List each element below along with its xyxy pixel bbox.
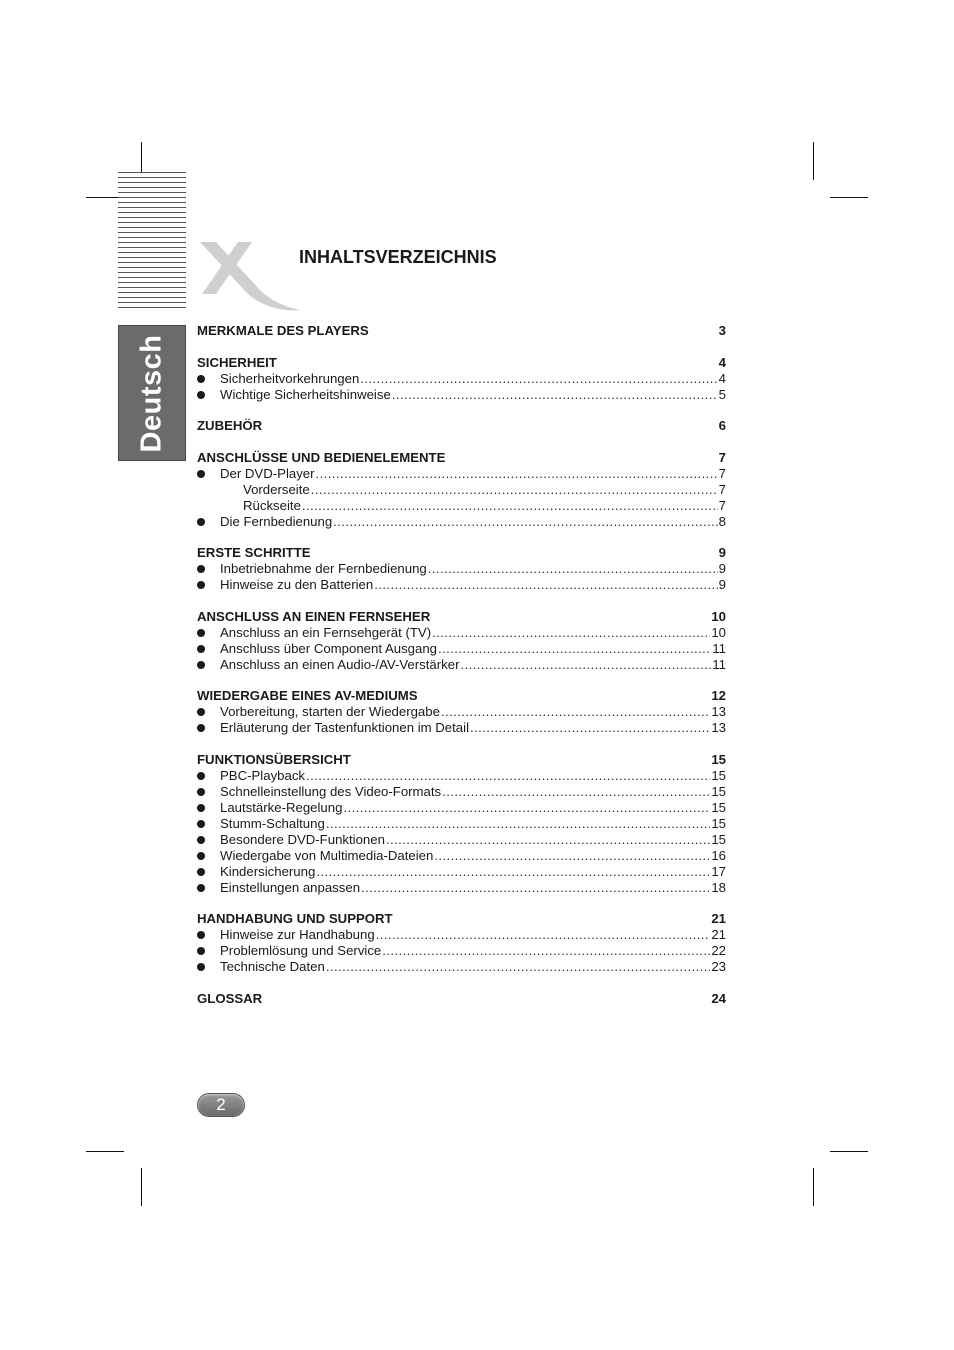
page-number-badge: 2 [198, 1094, 244, 1116]
toc-entry[interactable] [197, 657, 726, 673]
toc-entry[interactable] [197, 768, 726, 784]
toc-entry[interactable] [197, 466, 726, 482]
toc-section [197, 991, 726, 1007]
entry-title: Vorbereitung, starten der Wiedergabe [220, 704, 440, 719]
dot-leader [360, 371, 717, 387]
toc-section-heading[interactable] [197, 418, 726, 434]
bullet-icon [197, 391, 205, 399]
toc-entry[interactable] [197, 784, 726, 800]
entry-title: Der DVD-Player [220, 465, 315, 481]
entry-page: 15 [711, 767, 726, 783]
dot-leader [343, 800, 710, 816]
entry-page: 22 [711, 943, 726, 958]
crop-mark [830, 197, 868, 198]
entry-page: 7 [718, 481, 726, 497]
bullet-icon [197, 884, 205, 892]
entry-page: 5 [718, 386, 726, 402]
bullet-icon [197, 836, 205, 844]
entry-page: 13 [711, 704, 726, 719]
dot-leader [326, 816, 711, 832]
dot-leader [438, 641, 711, 657]
dot-leader [386, 832, 710, 848]
entry-page: 23 [711, 959, 726, 974]
toc-entry[interactable] [197, 371, 726, 387]
section-page: 10 [711, 608, 726, 624]
toc-entry[interactable] [197, 482, 726, 498]
entry-title: Anschluss an einen Audio-/AV-Verstärker [220, 656, 460, 672]
entry-title: Einstellungen anpassen [220, 879, 361, 895]
entry-page: 17 [711, 863, 726, 879]
entry-title: Kindersicherung [220, 863, 316, 879]
toc-section [197, 609, 726, 673]
dot-leader [311, 482, 718, 498]
bullet-icon [197, 724, 205, 732]
entry-page: 15 [711, 815, 726, 831]
bullet-icon [197, 645, 205, 653]
entry-title: Vorderseite [243, 481, 310, 497]
entry-title: PBC-Playback [220, 767, 306, 783]
bullet-icon [197, 772, 205, 780]
dot-leader [361, 880, 710, 896]
toc-section-heading[interactable] [197, 911, 726, 927]
bullet-icon [197, 820, 205, 828]
entry-page: 7 [718, 497, 726, 513]
crop-mark [830, 1151, 868, 1152]
entry-title: Technische Daten [220, 959, 325, 974]
entry-title: Hinweise zur Handhabung [220, 927, 375, 942]
dot-leader [442, 784, 710, 800]
entry-title: Problemlösung und Service [220, 943, 382, 958]
toc-section-heading[interactable] [197, 991, 726, 1007]
dot-leader [428, 561, 718, 577]
toc-entry[interactable] [197, 880, 726, 896]
bullet-icon [197, 661, 205, 669]
bullet-icon [197, 470, 205, 478]
section-title: HANDHABUNG UND SUPPORT [197, 911, 393, 926]
toc-section-heading[interactable] [197, 545, 726, 561]
language-tab-label: Deutsch [135, 334, 168, 452]
dot-leader [432, 625, 710, 641]
dot-leader [392, 387, 718, 403]
entry-page: 9 [718, 561, 726, 576]
section-title: ANSCHLUSS AN EINEN FERNSEHER [197, 608, 431, 624]
bullet-icon [197, 868, 205, 876]
entry-page: 7 [718, 465, 726, 481]
toc-section [197, 688, 726, 736]
dot-leader [374, 577, 717, 593]
bullet-icon [197, 565, 205, 573]
section-page: 7 [718, 449, 726, 465]
entry-title: Inbetriebnahme der Fernbedienung [220, 561, 427, 576]
entry-page: 8 [718, 513, 726, 529]
toc-section [197, 323, 726, 339]
entry-title: Erläuterung der Tastenfunktionen im Detail [220, 720, 469, 735]
entry-title: Rückseite [243, 497, 301, 513]
dot-leader [376, 927, 711, 943]
section-page: 21 [711, 911, 726, 926]
toc-section-heading[interactable] [197, 355, 726, 371]
entry-page: 21 [711, 927, 726, 942]
bullet-icon [197, 963, 205, 971]
entry-page: 13 [711, 720, 726, 735]
section-title: ERSTE SCHRITTE [197, 545, 311, 560]
toc-section [197, 450, 726, 530]
bullet-icon [197, 804, 205, 812]
crop-mark [813, 1168, 814, 1206]
entry-page: 9 [718, 577, 726, 592]
decorative-stripes [118, 172, 186, 312]
toc-section [197, 911, 726, 975]
toc-entry[interactable] [197, 816, 726, 832]
dot-leader [316, 864, 710, 880]
entry-page: 11 [712, 640, 726, 656]
dot-leader [441, 704, 710, 720]
entry-title: Die Fernbedienung [220, 513, 333, 529]
entry-title: Lautstärke-Regelung [220, 799, 343, 815]
bullet-icon [197, 852, 205, 860]
section-page: 4 [718, 354, 726, 370]
bullet-icon [197, 629, 205, 637]
entry-page: 15 [711, 783, 726, 799]
crop-mark [141, 1168, 142, 1206]
bullet-icon [197, 375, 205, 383]
language-tab [118, 325, 186, 461]
bullet-icon [197, 518, 205, 526]
entry-page: 18 [711, 879, 726, 895]
entry-page: 11 [712, 656, 726, 672]
bullet-icon [197, 947, 205, 955]
table-of-contents [197, 323, 726, 1022]
toc-entry[interactable] [197, 848, 726, 864]
toc-entry[interactable] [197, 641, 726, 657]
entry-page: 4 [718, 370, 726, 386]
dot-leader [316, 466, 718, 482]
toc-entry[interactable] [197, 959, 726, 975]
toc-entry[interactable] [197, 943, 726, 959]
section-title: SICHERHEIT [197, 354, 277, 370]
section-page: 9 [718, 545, 726, 560]
brand-x-logo [194, 240, 304, 314]
toc-section-heading[interactable] [197, 323, 726, 339]
toc-entry[interactable] [197, 514, 726, 530]
crop-mark [813, 142, 814, 180]
toc-entry[interactable] [197, 625, 726, 641]
toc-section [197, 752, 726, 896]
dot-leader [306, 768, 710, 784]
dot-leader [333, 514, 717, 530]
entry-page: 10 [711, 624, 726, 640]
section-page: 12 [711, 688, 726, 703]
dot-leader [326, 959, 710, 975]
toc-section-heading[interactable] [197, 450, 726, 466]
section-title: ZUBEHÖR [197, 418, 263, 433]
section-page: 6 [718, 418, 726, 433]
entry-page: 15 [711, 831, 726, 847]
dot-leader [460, 657, 711, 673]
toc-section [197, 418, 726, 434]
entry-title: Besondere DVD-Funktionen [220, 831, 385, 847]
toc-entry[interactable] [197, 577, 726, 593]
section-title: FUNKTIONSÜBERSICHT [197, 751, 351, 767]
page-title: INHALTSVERZEICHNIS [299, 247, 497, 267]
entry-title: Anschluss über Component Ausgang [220, 640, 438, 656]
toc-entry[interactable] [197, 927, 726, 943]
toc-entry[interactable] [197, 704, 726, 720]
toc-entry[interactable] [197, 800, 726, 816]
bullet-icon [197, 581, 205, 589]
entry-page: 16 [711, 847, 726, 863]
section-title: ANSCHLÜSSE UND BEDIENELEMENTE [197, 449, 446, 465]
dot-leader [382, 943, 710, 959]
toc-section-heading[interactable] [197, 752, 726, 768]
section-title: WIEDERGABE EINES AV-MEDIUMS [197, 688, 418, 703]
dot-leader [470, 720, 710, 736]
section-page: 24 [711, 990, 726, 1006]
dot-leader [434, 848, 710, 864]
toc-section-heading[interactable] [197, 688, 726, 704]
section-title: MERKMALE DES PLAYERS [197, 323, 369, 338]
toc-entry[interactable] [197, 720, 726, 736]
entry-title: Anschluss an ein Fernsehgerät (TV) [220, 624, 432, 640]
entry-page: 15 [711, 799, 726, 815]
entry-title: Sicherheitvorkehrungen [220, 370, 360, 386]
entry-title: Hinweise zu den Batterien [220, 577, 374, 592]
entry-title: Wiedergabe von Multimedia-Dateien [220, 847, 434, 863]
entry-title: Schnelleinstellung des Video-Formats [220, 783, 442, 799]
toc-section [197, 355, 726, 403]
toc-entry[interactable] [197, 387, 726, 403]
section-page: 3 [718, 323, 726, 338]
dot-leader [302, 498, 718, 514]
entry-title: Stumm-Schaltung [220, 815, 325, 831]
section-title: GLOSSAR [197, 990, 263, 1006]
toc-entry[interactable] [197, 498, 726, 514]
bullet-icon [197, 931, 205, 939]
toc-entry[interactable] [197, 561, 726, 577]
section-page: 15 [711, 751, 726, 767]
toc-entry[interactable] [197, 832, 726, 848]
toc-section-heading[interactable] [197, 609, 726, 625]
entry-title: Wichtige Sicherheitshinweise [220, 386, 391, 402]
bullet-icon [197, 708, 205, 716]
toc-entry[interactable] [197, 864, 726, 880]
bullet-icon [197, 788, 205, 796]
toc-section [197, 545, 726, 593]
crop-mark [86, 1151, 124, 1152]
